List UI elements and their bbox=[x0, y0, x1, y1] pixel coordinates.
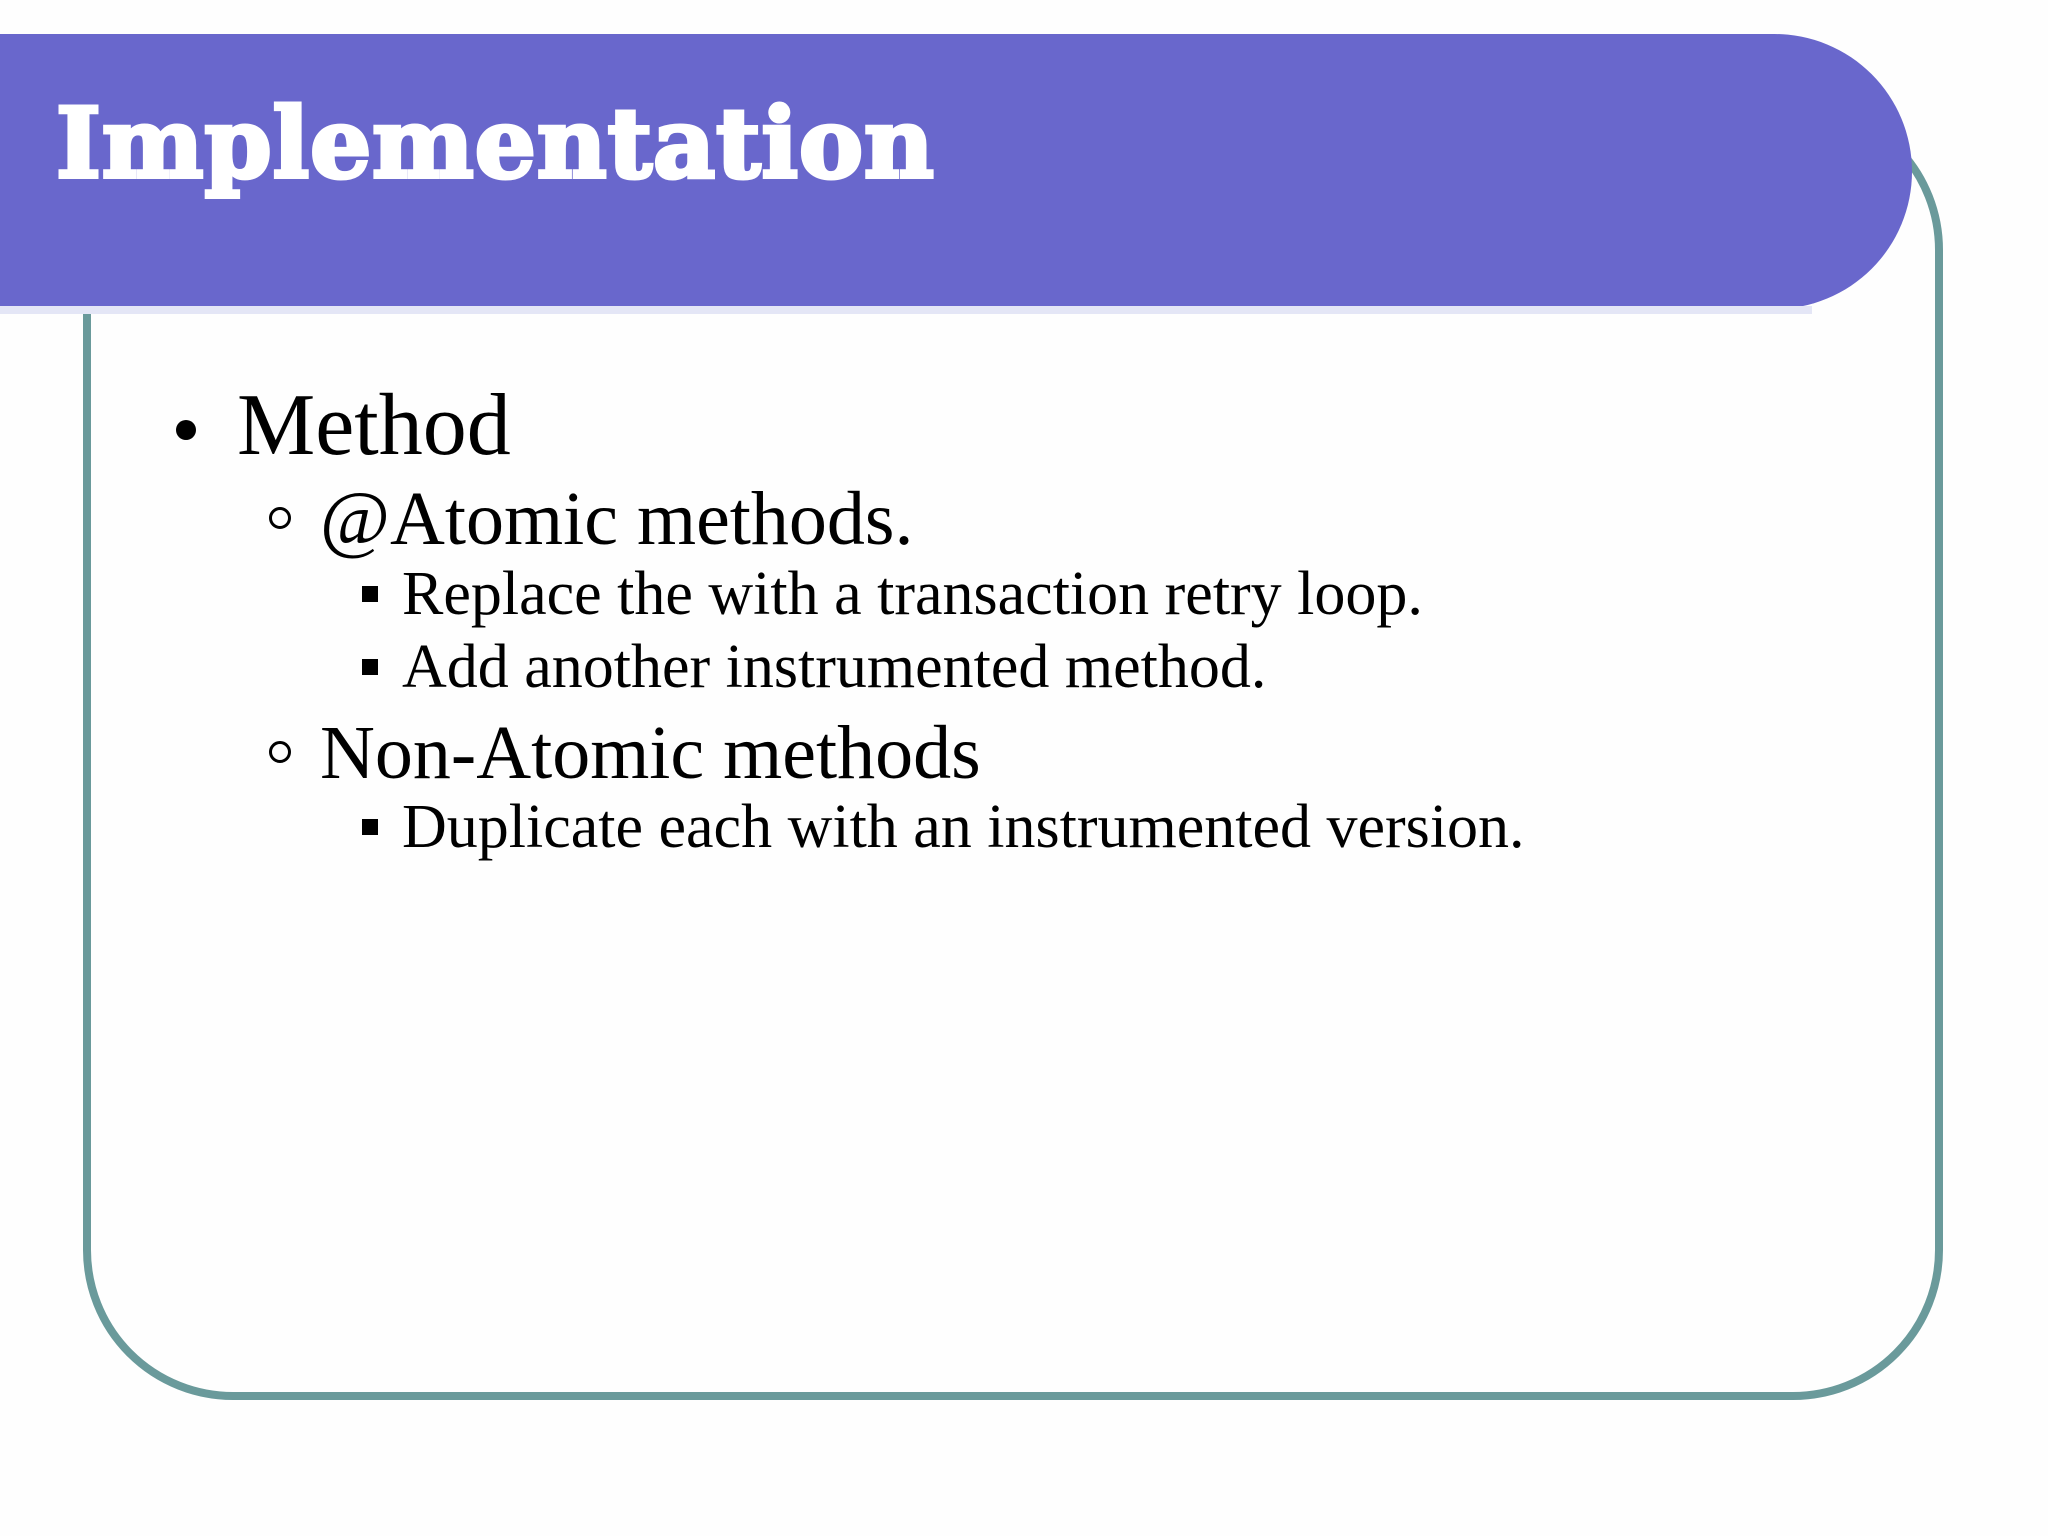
bullet-level-3: Duplicate each with an instrumented version. bbox=[402, 793, 1525, 861]
bullet-square-icon bbox=[362, 819, 378, 835]
bullet-dot-icon bbox=[176, 420, 196, 440]
bullet-level-2: @Atomic methods. bbox=[320, 477, 914, 561]
bullet-level-2: Non-Atomic methods bbox=[320, 711, 981, 795]
bullet-level-1: Method bbox=[237, 377, 511, 474]
bullet-level-3: Replace the with a transaction retry loop. bbox=[402, 560, 1423, 628]
bullet-ring-icon bbox=[269, 507, 291, 529]
bullet-square-icon bbox=[362, 586, 378, 602]
bullet-square-icon bbox=[362, 659, 378, 675]
bullet-ring-icon bbox=[269, 741, 291, 763]
slide-title: Implementation bbox=[56, 87, 935, 200]
bullet-level-3: Add another instrumented method. bbox=[402, 633, 1267, 701]
